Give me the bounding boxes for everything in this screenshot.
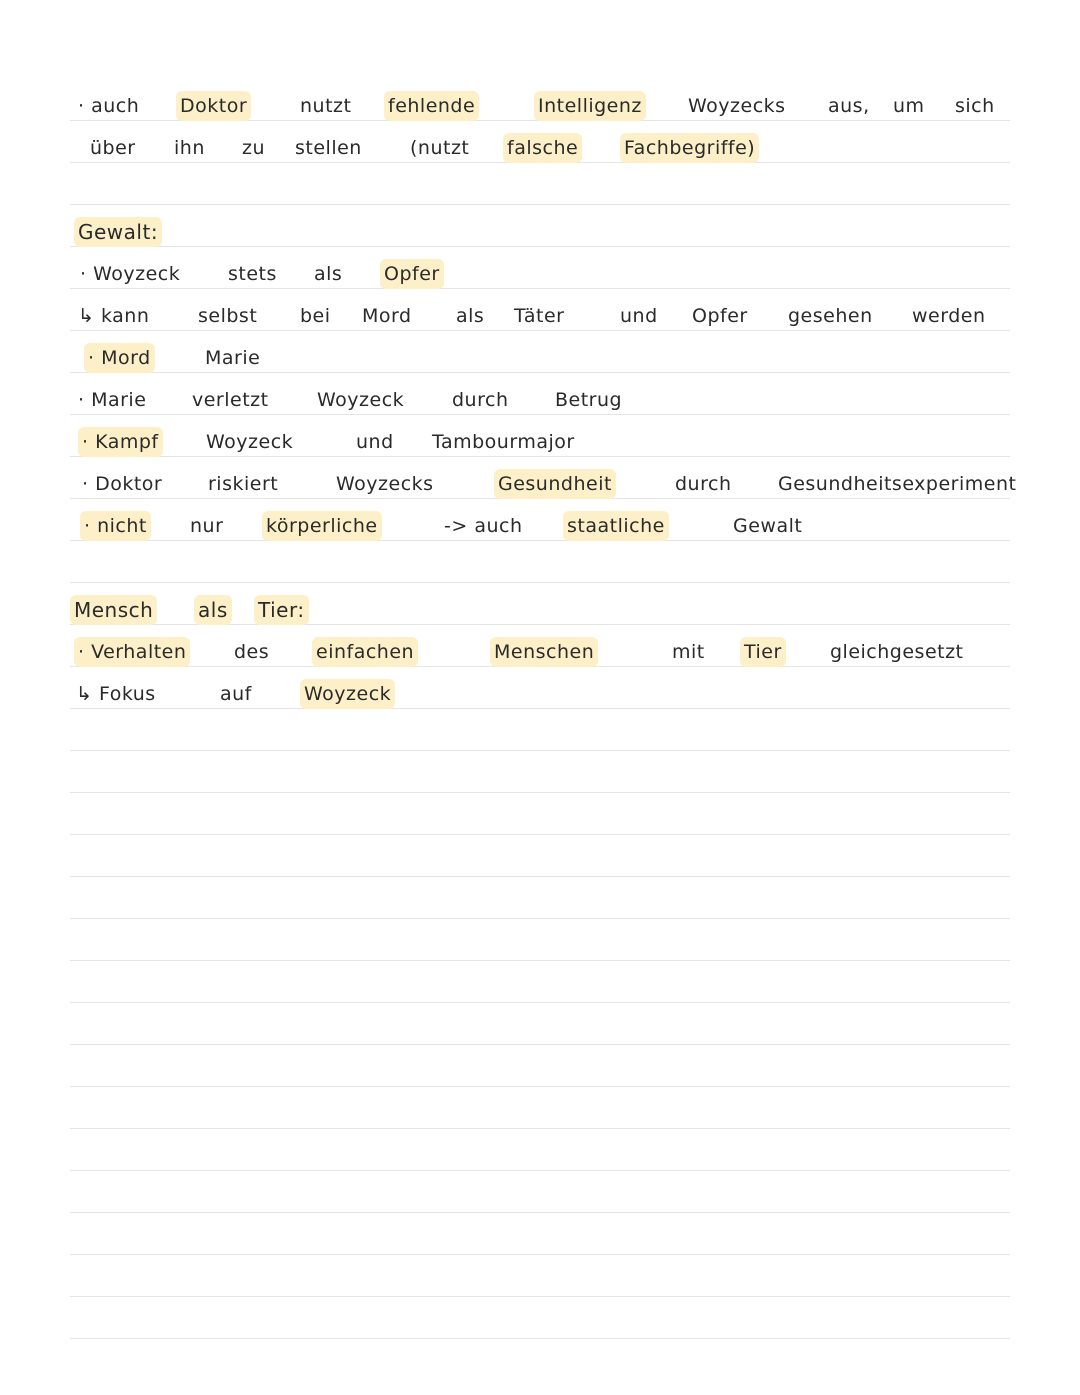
highlighted-word: Gesundheit: [494, 469, 616, 499]
note-word: · Doktor: [82, 473, 163, 495]
section-heading-word: Mensch: [70, 595, 157, 625]
highlighted-word: staatliche: [563, 511, 669, 541]
note-word: durch: [452, 389, 509, 411]
ruled-line: [70, 792, 1010, 793]
highlighted-word: Menschen: [490, 637, 598, 667]
ruled-line: [70, 1044, 1010, 1045]
note-line: [0, 679, 1080, 713]
highlighted-word: Opfer: [380, 259, 444, 289]
note-line: [0, 469, 1080, 503]
note-line: [0, 553, 1080, 587]
note-word: auf: [220, 683, 252, 705]
ruled-line: [70, 750, 1010, 751]
ruled-line: [70, 1170, 1010, 1171]
highlighted-word: Doktor: [176, 91, 251, 121]
note-word: mit: [672, 641, 705, 663]
highlighted-word: einfachen: [312, 637, 418, 667]
note-word: ↳ kann: [78, 305, 150, 327]
note-word: · Marie: [78, 389, 147, 411]
highlighted-word: körperliche: [262, 511, 382, 541]
note-word: -> auch: [444, 515, 523, 537]
note-word: nutzt: [300, 95, 352, 117]
note-word: gleichgesetzt: [830, 641, 964, 663]
note-word: stellen: [295, 137, 362, 159]
highlighted-word: Intelligenz: [534, 91, 646, 121]
note-line: [0, 343, 1080, 377]
note-word: Marie: [205, 347, 261, 369]
note-word: Gewalt: [733, 515, 803, 537]
highlighted-word: falsche: [503, 133, 582, 163]
note-word: ihn: [174, 137, 205, 159]
note-word: (nutzt: [410, 137, 470, 159]
highlighted-word: · Mord: [84, 343, 155, 373]
highlighted-word: Fachbegriffe): [620, 133, 759, 163]
note-word: sich: [955, 95, 995, 117]
note-line: [0, 427, 1080, 461]
note-line: [0, 511, 1080, 545]
note-word: · auch: [78, 95, 140, 117]
note-word: über: [90, 137, 136, 159]
note-word: bei: [300, 305, 331, 327]
note-word: als: [314, 263, 343, 285]
ruled-line: [70, 1254, 1010, 1255]
ruled-line: [70, 960, 1010, 961]
ruled-line: [70, 1338, 1010, 1339]
note-line: [0, 637, 1080, 671]
note-word: Mord: [362, 305, 412, 327]
ruled-line: [70, 1128, 1010, 1129]
note-word: Betrug: [555, 389, 623, 411]
note-word: durch: [675, 473, 732, 495]
note-word: · Woyzeck: [80, 263, 181, 285]
ruled-line: [70, 1296, 1010, 1297]
note-word: werden: [912, 305, 986, 327]
ruled-line: [70, 834, 1010, 835]
highlighted-word: Woyzeck: [300, 679, 395, 709]
ruled-line: [70, 876, 1010, 877]
note-word: selbst: [198, 305, 258, 327]
highlighted-word: Tier: [740, 637, 786, 667]
note-line: [0, 301, 1080, 335]
highlighted-word: · Verhalten: [74, 637, 190, 667]
note-word: zu: [242, 137, 266, 159]
note-word: stets: [228, 263, 277, 285]
note-word: nur: [190, 515, 224, 537]
note-word: gesehen: [788, 305, 873, 327]
note-line: [0, 217, 1080, 251]
section-heading-word: als: [194, 595, 232, 625]
highlighted-word: · Kampf: [78, 427, 163, 457]
note-word: Woyzecks: [688, 95, 786, 117]
ruled-line: [70, 918, 1010, 919]
note-word: und: [620, 305, 658, 327]
note-line: [0, 259, 1080, 293]
note-line: [0, 133, 1080, 167]
note-word: aus,: [828, 95, 870, 117]
note-word: und: [356, 431, 394, 453]
note-line: [0, 385, 1080, 419]
note-line: [0, 595, 1080, 629]
note-word: um: [893, 95, 925, 117]
note-line: [0, 91, 1080, 125]
note-word: verletzt: [192, 389, 269, 411]
note-word: Täter: [514, 305, 565, 327]
section-heading-word: Tier:: [254, 595, 309, 625]
note-word: als: [456, 305, 485, 327]
note-word: Woyzeck: [317, 389, 405, 411]
highlighted-word: · nicht: [80, 511, 151, 541]
note-word: ↳ Fokus: [76, 683, 156, 705]
note-word: Gesundheitsexperiment: [778, 473, 1017, 495]
note-word: Woyzeck: [206, 431, 294, 453]
note-word: Woyzecks: [336, 473, 434, 495]
ruled-line: [70, 1002, 1010, 1003]
note-word: riskiert: [208, 473, 279, 495]
ruled-line: [70, 1212, 1010, 1213]
note-word: des: [234, 641, 270, 663]
section-heading-word: Gewalt:: [74, 217, 162, 247]
highlighted-word: fehlende: [384, 91, 479, 121]
note-line: [0, 175, 1080, 209]
note-word: Tambourmajor: [432, 431, 575, 453]
ruled-line: [70, 1086, 1010, 1087]
note-word: Opfer: [692, 305, 748, 327]
